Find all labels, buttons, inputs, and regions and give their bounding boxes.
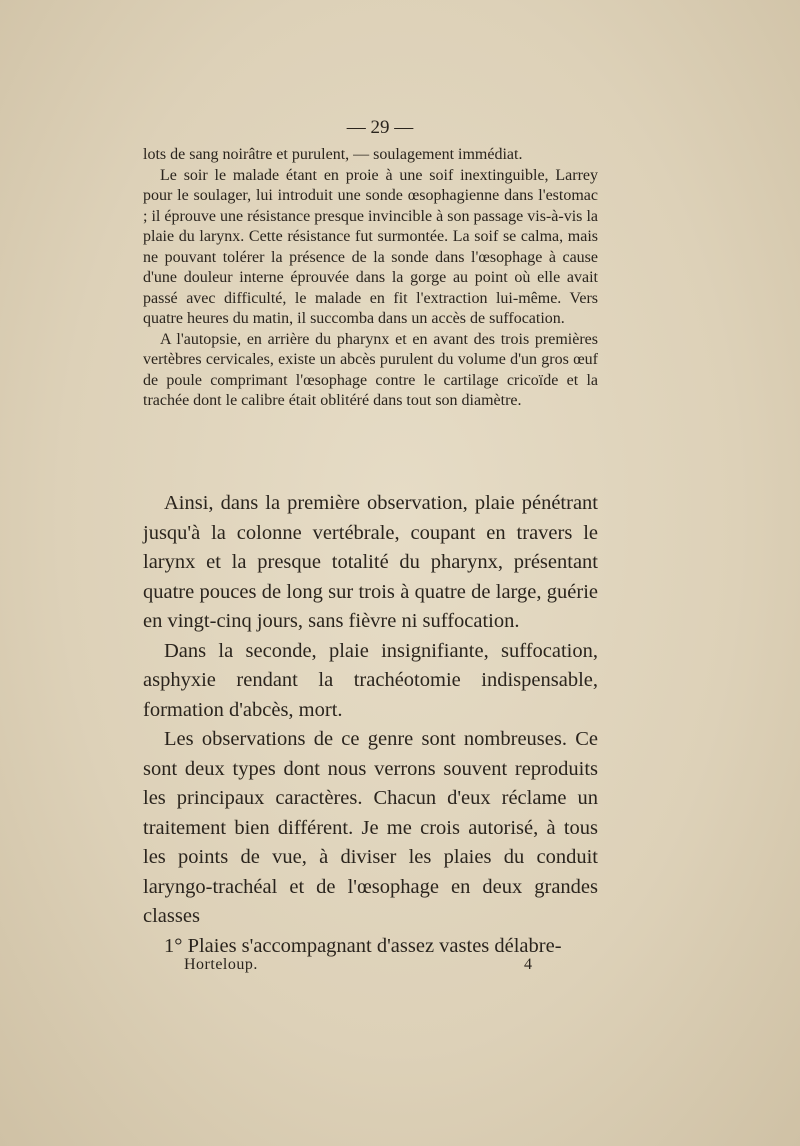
large-paragraph-3: Les observations de ce genre sont nombreuses. Ce sont deux types dont nous verrons souvent reproduits les principaux caractères. Chacun d'eux réclame un traitement bien différent. Je me crois autorisé, à tous les points de vue, à diviser les plaies du conduit laryngo-trachéal et de l'œsophage en deux grandes classes [143,728,598,927]
small-paragraph-3: A l'autopsie, en arrière du pharynx et en avant des trois premières vertèbres cervicales, existe un abcès purulent du volume d'un gros œuf de poule comprimant l'œsophage contre le cartilage cricoïde et la trachée dont le calibre était oblitéré dans tout son diamètre. [143,330,598,409]
large-paragraph-1: Ainsi, dans la première observation, plaie pénétrant jusqu'à la colonne vertébrale, coupant en travers le larynx et la presque totalité du pharynx, présentant quatre pouces de long sur trois à quatre de large, guérie en vingt-cinq jours, sans fièvre ni suffocation. [143,492,598,632]
small-print-section [143,145,598,412]
page-number: — 29 — [346,117,414,138]
main-text-section [143,489,598,961]
signature-author: Horteloup. [184,956,258,973]
large-paragraph-2: Dans la seconde, plaie insignifiante, suffocation, asphyxie rendant la trachéotomie indispensable, formation d'abcès, mort. [143,639,598,721]
signature-mark: 4 [524,956,532,973]
small-paragraph-2: Le soir le malade étant en proie à une soif inextinguible, Larrey pour le soulager, lui introduit une sonde œsophagienne dans l'estomac ; il éprouve une résistance presque invincible à son passage vis-à-vis la plaie du larynx. Cette résistance fut surmontée. La soif se calma, mais ne pouvant tolérer la présence de la sonde dans l'œsophage à cause d'une douleur interne éprouvée dans la gorge au point où elle avait passé avec difficulté, le malade en fit l'extraction lui-même. Vers quatre heures du matin, il succomba dans un accès de suffocation. [143,166,598,327]
large-paragraph-4: 1° Plaies s'accompagnant d'assez vastes délabre- [164,934,562,957]
small-paragraph-1: lots de sang noirâtre et purulent, — soulagement immédiat. [143,146,523,163]
